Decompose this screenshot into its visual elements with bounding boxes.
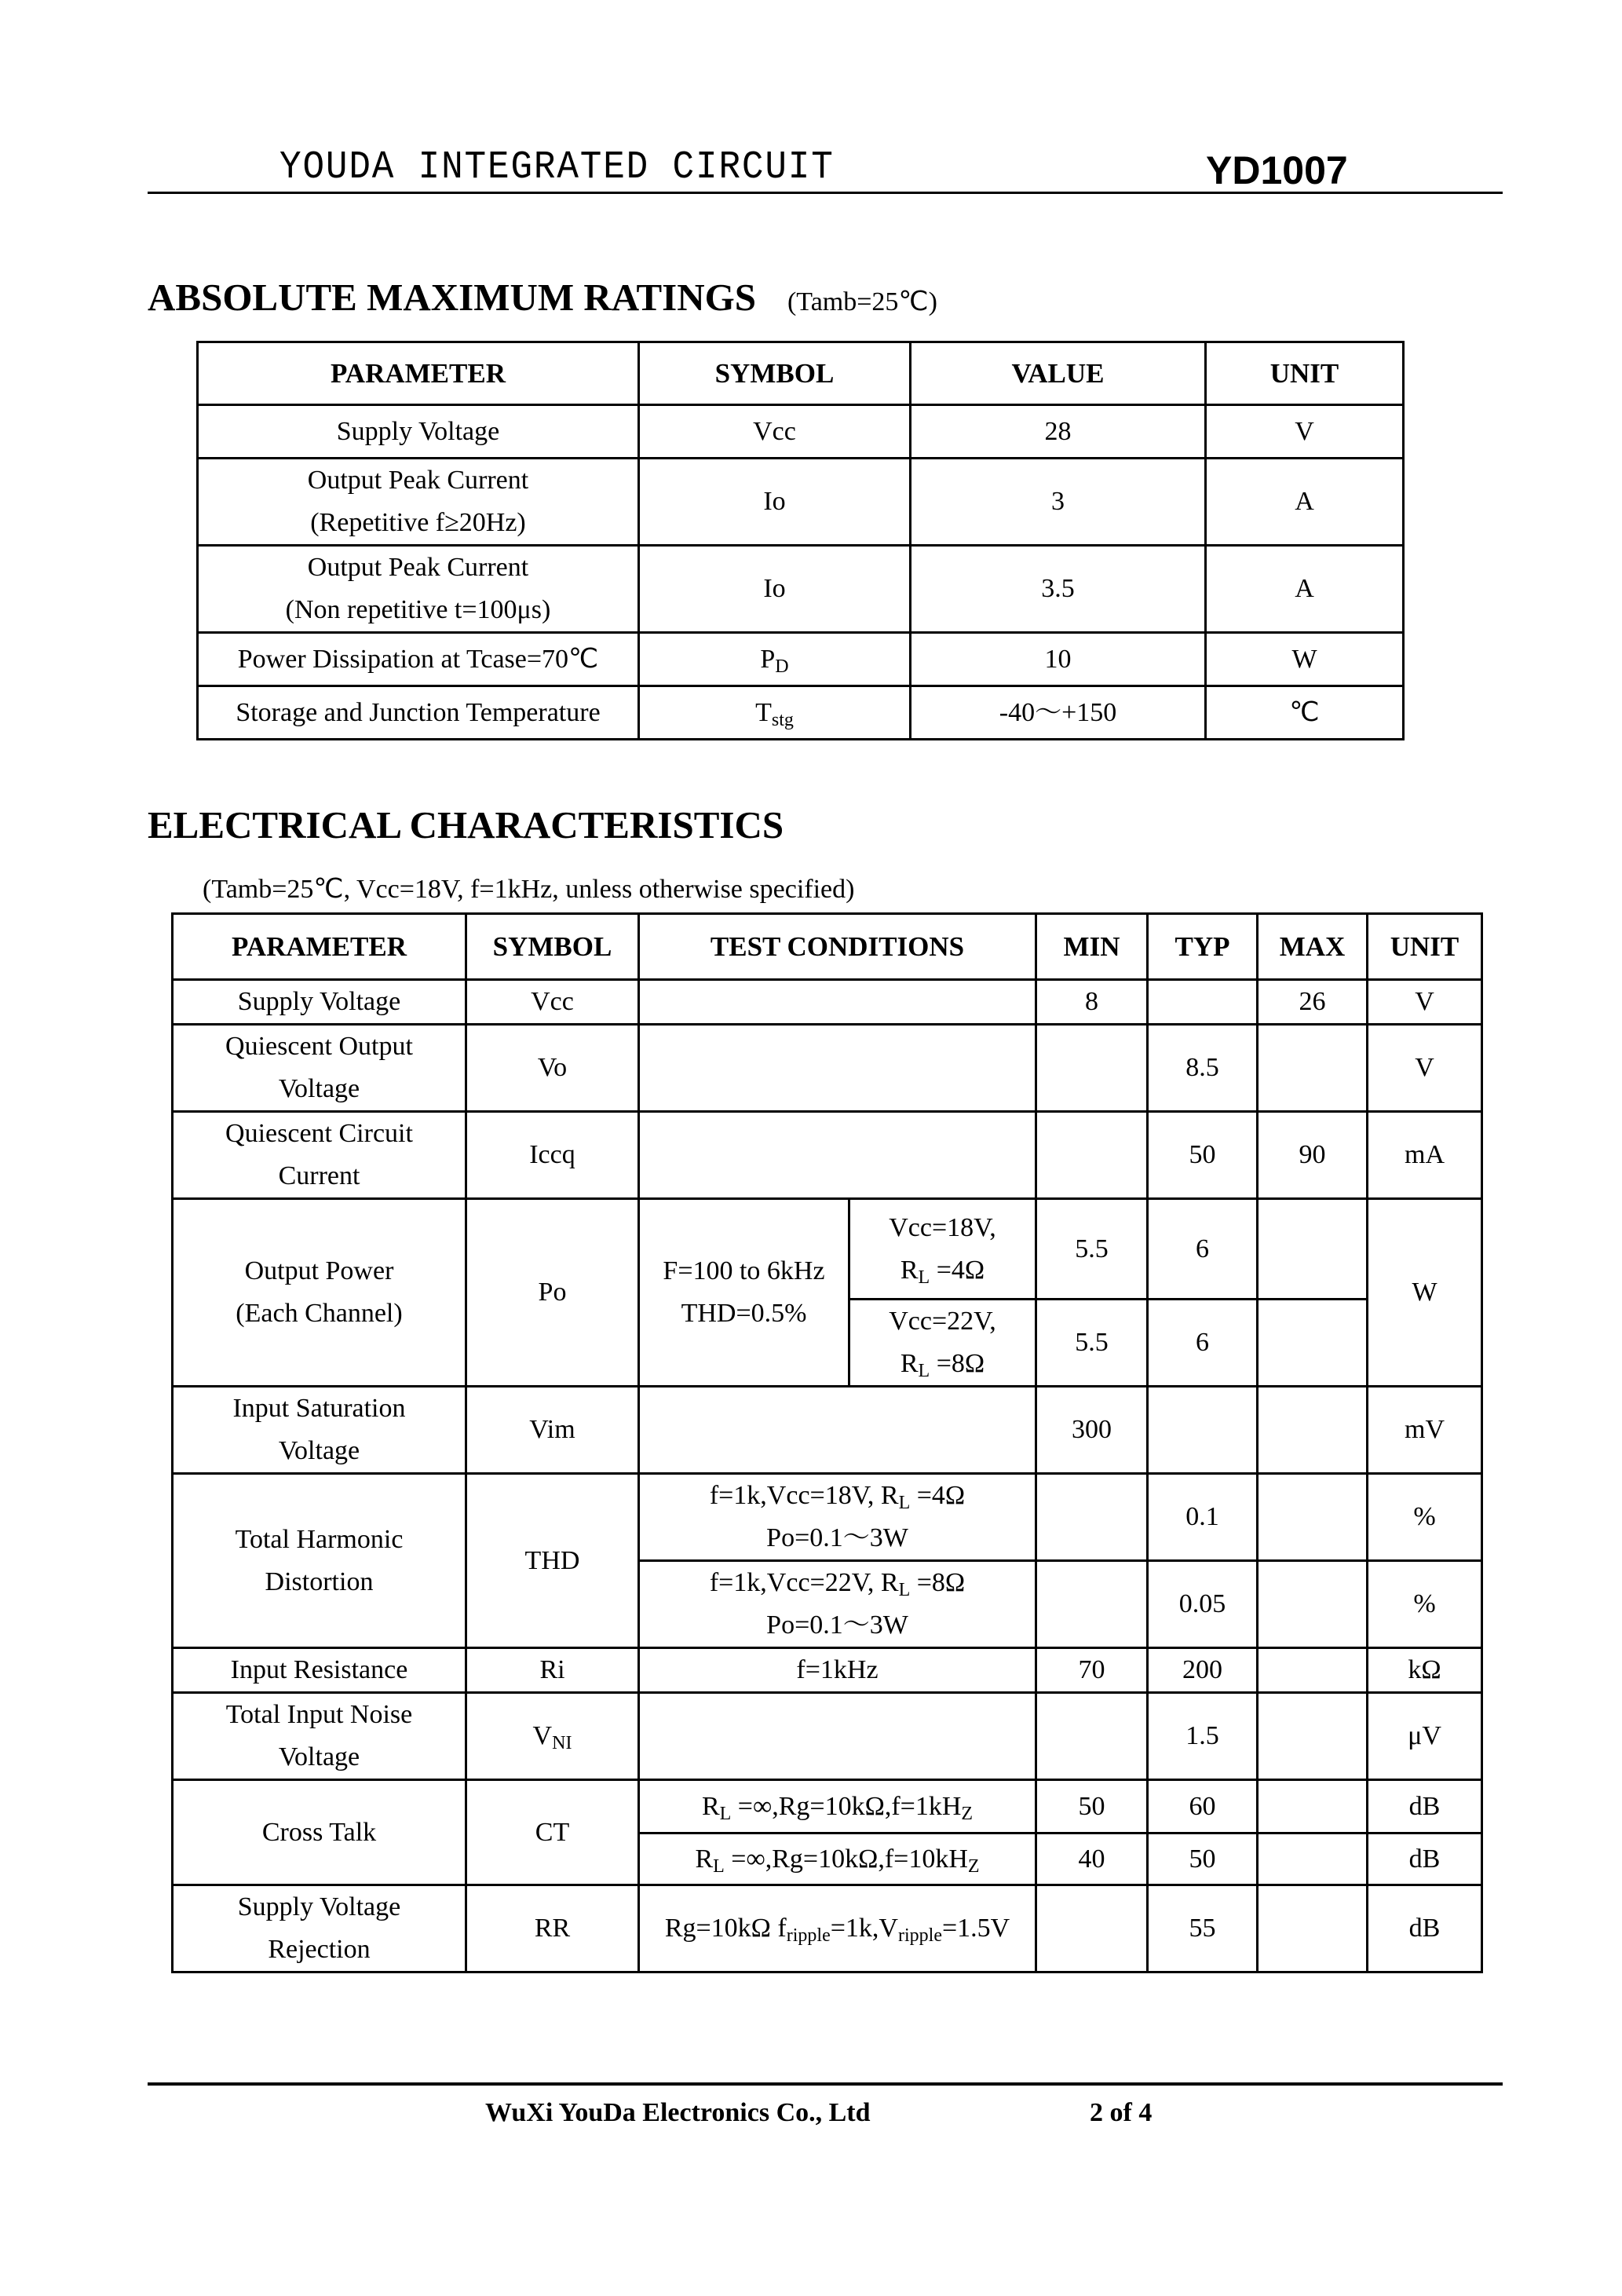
symbol-subscript: L (719, 1803, 732, 1824)
param-line-2: Voltage (278, 1742, 360, 1771)
min-cell (1036, 1025, 1148, 1112)
col-header-symbol: SYMBOL (466, 914, 639, 980)
condition-text: =∞,Rg=10kΩ,f=1kH (731, 1791, 962, 1821)
unit-cell: μV (1368, 1693, 1482, 1780)
typ-cell: 6 (1148, 1300, 1258, 1387)
condition-line-1 (640, 1562, 1035, 1604)
symbol-subscript: Z (967, 1855, 980, 1877)
col-header-max: MAX (1258, 914, 1368, 980)
condition-line-1 (640, 1475, 1035, 1517)
table-row (173, 1025, 1482, 1112)
typ-cell: 1.5 (1148, 1693, 1258, 1780)
condition-text: =1.5V (941, 1914, 1010, 1943)
typ-cell: 50 (1148, 1834, 1258, 1885)
condition-cell (639, 1693, 1036, 1780)
param-line-1: Input Saturation (232, 1394, 406, 1423)
sub-condition-cell (849, 1199, 1036, 1300)
symbol-subscript: L (918, 1267, 930, 1288)
min-cell: 8 (1036, 980, 1148, 1025)
symbol-main: R (900, 1349, 919, 1378)
unit-cell: V (1368, 1025, 1482, 1112)
min-cell (1036, 1561, 1148, 1648)
condition-text: =∞,Rg=10kΩ,f=10kH (724, 1844, 968, 1874)
abs-max-condition: (Tamb=25℃) (787, 287, 937, 316)
col-header-typ: TYP (1148, 914, 1258, 980)
condition-text: f=1k,Vcc=22V, R (709, 1568, 899, 1597)
symbol-subscript: NI (552, 1733, 572, 1753)
condition-cell (639, 980, 1036, 1025)
max-cell (1258, 1561, 1368, 1648)
table-row (198, 686, 1404, 740)
table-row (198, 459, 1404, 546)
param-line-2: (Non repetitive t=100μs) (285, 595, 551, 624)
table-header-row (173, 914, 1482, 980)
unit-cell: % (1368, 1561, 1482, 1648)
max-cell (1258, 1025, 1368, 1112)
symbol-cell (639, 686, 911, 740)
symbol-cell: Vo (466, 1025, 639, 1112)
value-cell: -40～+150 (911, 686, 1206, 740)
symbol-cell: Io (639, 546, 911, 633)
param-cell: Cross Talk (173, 1780, 466, 1885)
unit-cell: % (1368, 1474, 1482, 1561)
min-cell (1036, 1474, 1148, 1561)
max-cell (1258, 1387, 1368, 1474)
min-cell (1036, 1885, 1148, 1972)
unit-cell: W (1368, 1199, 1482, 1387)
min-cell: 300 (1036, 1387, 1148, 1474)
param-line-1: Total Harmonic (235, 1524, 404, 1554)
param-cell (173, 1693, 466, 1780)
symbol-main: P (760, 644, 776, 674)
condition-line-2: Po=0.1～3W (766, 1523, 908, 1552)
condition-text: =4Ω (910, 1481, 966, 1510)
max-cell (1258, 1199, 1368, 1300)
param-line-2: Distortion (265, 1567, 374, 1596)
param-line-2: Current (278, 1161, 360, 1190)
condition-line-2: THD=0.5% (681, 1299, 807, 1328)
abs-max-title (148, 275, 937, 320)
unit-cell: mA (1368, 1112, 1482, 1199)
param-line-1: Quiescent Circuit (225, 1119, 413, 1148)
symbol-cell: Vim (466, 1387, 639, 1474)
symbol-cell: Io (639, 459, 911, 546)
min-cell (1036, 1112, 1148, 1199)
value-cell: 3 (911, 459, 1206, 546)
condition-cell (639, 1561, 1036, 1648)
symbol-rest: =4Ω (930, 1255, 985, 1285)
min-cell: 5.5 (1036, 1300, 1148, 1387)
max-cell: 26 (1258, 980, 1368, 1025)
unit-cell: mV (1368, 1387, 1482, 1474)
param-cell (173, 1387, 466, 1474)
param-cell (173, 1199, 466, 1387)
table-row (173, 1885, 1482, 1972)
max-cell (1258, 1474, 1368, 1561)
value-cell: 28 (911, 405, 1206, 459)
unit-cell: V (1206, 405, 1404, 459)
max-cell (1258, 1648, 1368, 1693)
col-header-min: MIN (1036, 914, 1148, 980)
symbol-subscript: L (898, 1580, 911, 1600)
symbol-rest: =8Ω (930, 1349, 985, 1378)
condition-cell (639, 1474, 1036, 1561)
table-row (173, 980, 1482, 1025)
unit-cell: dB (1368, 1834, 1482, 1885)
footer-divider (148, 2082, 1503, 2086)
unit-cell: W (1206, 633, 1404, 686)
param-cell: Input Resistance (173, 1648, 466, 1693)
table-row (173, 1387, 1482, 1474)
typ-cell (1148, 980, 1258, 1025)
col-header-parameter: PARAMETER (198, 342, 639, 405)
symbol-cell: Iccq (466, 1112, 639, 1199)
condition-text: =1k,V (830, 1914, 898, 1943)
symbol-cell: Vcc (466, 980, 639, 1025)
unit-cell: V (1368, 980, 1482, 1025)
value-cell: 10 (911, 633, 1206, 686)
footer-company: WuXi YouDa Electronics Co., Ltd (485, 2098, 871, 2127)
col-header-symbol: SYMBOL (639, 342, 911, 405)
table-row (173, 1474, 1482, 1561)
page-number: 2 of 4 (1090, 2098, 1153, 2127)
min-cell: 40 (1036, 1834, 1148, 1885)
param-cell (198, 546, 639, 633)
condition-text: R (695, 1844, 714, 1874)
symbol-main: T (755, 697, 772, 727)
elec-condition: (Tamb=25℃, Vcc=18V, f=1kHz, unless otherwise specified) (203, 875, 855, 904)
min-cell (1036, 1693, 1148, 1780)
table-row (173, 1693, 1482, 1780)
sub-condition-cell (849, 1300, 1036, 1387)
param-line-2: Voltage (278, 1436, 360, 1465)
symbol-cell: Ri (466, 1648, 639, 1693)
table-row (198, 633, 1404, 686)
min-cell: 50 (1036, 1780, 1148, 1834)
param-cell: Storage and Junction Temperature (198, 686, 639, 740)
condition-text: R (701, 1791, 720, 1821)
condition-cell (639, 1112, 1036, 1199)
max-cell (1258, 1780, 1368, 1834)
page-header (148, 141, 1503, 194)
max-cell (1258, 1693, 1368, 1780)
param-line-2: (Repetitive f≥20Hz) (310, 508, 526, 537)
max-cell (1258, 1834, 1368, 1885)
symbol-cell: CT (466, 1780, 639, 1885)
max-cell (1258, 1300, 1368, 1387)
symbol-subscript: L (713, 1855, 725, 1877)
condition-cell: f=1kHz (639, 1648, 1036, 1693)
condition-cell (639, 1387, 1036, 1474)
table-row (198, 405, 1404, 459)
typ-cell: 0.05 (1148, 1561, 1258, 1648)
param-line-1: Total Input Noise (225, 1700, 413, 1729)
sub-condition-line-1: Vcc=22V, (889, 1307, 996, 1336)
symbol-subscript: D (775, 656, 789, 677)
param-line-2: (Each Channel) (236, 1299, 403, 1328)
company-name: YOUDA INTEGRATED CIRCUIT (279, 145, 835, 190)
param-cell (173, 1025, 466, 1112)
param-line-1: Supply Voltage (237, 1892, 401, 1921)
param-cell (173, 1474, 466, 1648)
condition-cell (639, 1885, 1036, 1972)
symbol-cell (466, 1693, 639, 1780)
param-cell (173, 1885, 466, 1972)
symbol-cell: RR (466, 1885, 639, 1972)
param-line-1: Output Power (244, 1256, 394, 1285)
elec-table (171, 912, 1483, 1973)
unit-cell: A (1206, 459, 1404, 546)
symbol-subscript: ripple (786, 1925, 831, 1946)
typ-cell: 0.1 (1148, 1474, 1258, 1561)
typ-cell: 200 (1148, 1648, 1258, 1693)
abs-max-title-text: ABSOLUTE MAXIMUM RATINGS (148, 276, 756, 319)
sub-condition-line-2 (850, 1249, 1035, 1292)
col-header-parameter: PARAMETER (173, 914, 466, 980)
param-cell (173, 1112, 466, 1199)
symbol-cell: Vcc (639, 405, 911, 459)
unit-cell: kΩ (1368, 1648, 1482, 1693)
max-cell (1258, 1885, 1368, 1972)
col-header-test-conditions: TEST CONDITIONS (639, 914, 1036, 980)
param-line-1: Output Peak Current (307, 466, 529, 495)
condition-cell (639, 1025, 1036, 1112)
symbol-subscript: ripple (897, 1925, 942, 1946)
param-line-1: Output Peak Current (307, 553, 529, 582)
condition-cell (639, 1780, 1036, 1834)
max-cell: 90 (1258, 1112, 1368, 1199)
table-row (173, 1112, 1482, 1199)
condition-cell (639, 1199, 849, 1387)
symbol-main: R (900, 1255, 919, 1285)
condition-text: =8Ω (910, 1568, 966, 1597)
symbol-subscript: Z (961, 1803, 974, 1824)
typ-cell: 55 (1148, 1885, 1258, 1972)
symbol-subscript: L (898, 1493, 911, 1513)
symbol-cell (639, 633, 911, 686)
table-row (198, 546, 1404, 633)
condition-line-1: F=100 to 6kHz (663, 1256, 825, 1285)
col-header-value: VALUE (911, 342, 1206, 405)
param-line-2: Rejection (268, 1935, 371, 1964)
param-cell: Power Dissipation at Tcase=70℃ (198, 633, 639, 686)
table-row (173, 1780, 1482, 1834)
col-header-unit: UNIT (1368, 914, 1482, 980)
sub-condition-line-1: Vcc=18V, (889, 1212, 996, 1242)
table-row (173, 1648, 1482, 1693)
table-header-row (198, 342, 1404, 405)
param-cell: Supply Voltage (198, 405, 639, 459)
param-cell: Supply Voltage (173, 980, 466, 1025)
condition-line-2: Po=0.1～3W (766, 1610, 908, 1640)
sub-condition-line-2 (850, 1343, 1035, 1385)
table-row (173, 1199, 1482, 1300)
part-number: YD1007 (1206, 148, 1348, 192)
unit-cell: dB (1368, 1885, 1482, 1972)
typ-cell (1148, 1387, 1258, 1474)
symbol-main: V (532, 1721, 553, 1750)
abs-max-table (196, 341, 1405, 740)
col-header-unit: UNIT (1206, 342, 1404, 405)
condition-cell (639, 1834, 1036, 1885)
symbol-subscript: stg (771, 709, 794, 730)
typ-cell: 8.5 (1148, 1025, 1258, 1112)
unit-cell: ℃ (1206, 686, 1404, 740)
typ-cell: 50 (1148, 1112, 1258, 1199)
elec-title: ELECTRICAL CHARACTERISTICS (148, 803, 784, 846)
symbol-cell: THD (466, 1474, 639, 1648)
param-cell (198, 459, 639, 546)
condition-text: f=1k,Vcc=18V, R (709, 1481, 899, 1510)
param-line-1: Quiescent Output (225, 1032, 413, 1061)
typ-cell: 60 (1148, 1780, 1258, 1834)
min-cell: 70 (1036, 1648, 1148, 1693)
unit-cell: A (1206, 546, 1404, 633)
symbol-subscript: L (918, 1361, 930, 1381)
symbol-cell: Po (466, 1199, 639, 1387)
unit-cell: dB (1368, 1780, 1482, 1834)
value-cell: 3.5 (911, 546, 1206, 633)
condition-text: Rg=10kΩ f (664, 1914, 787, 1943)
min-cell: 5.5 (1036, 1199, 1148, 1300)
param-line-2: Voltage (278, 1074, 360, 1103)
typ-cell: 6 (1148, 1199, 1258, 1300)
